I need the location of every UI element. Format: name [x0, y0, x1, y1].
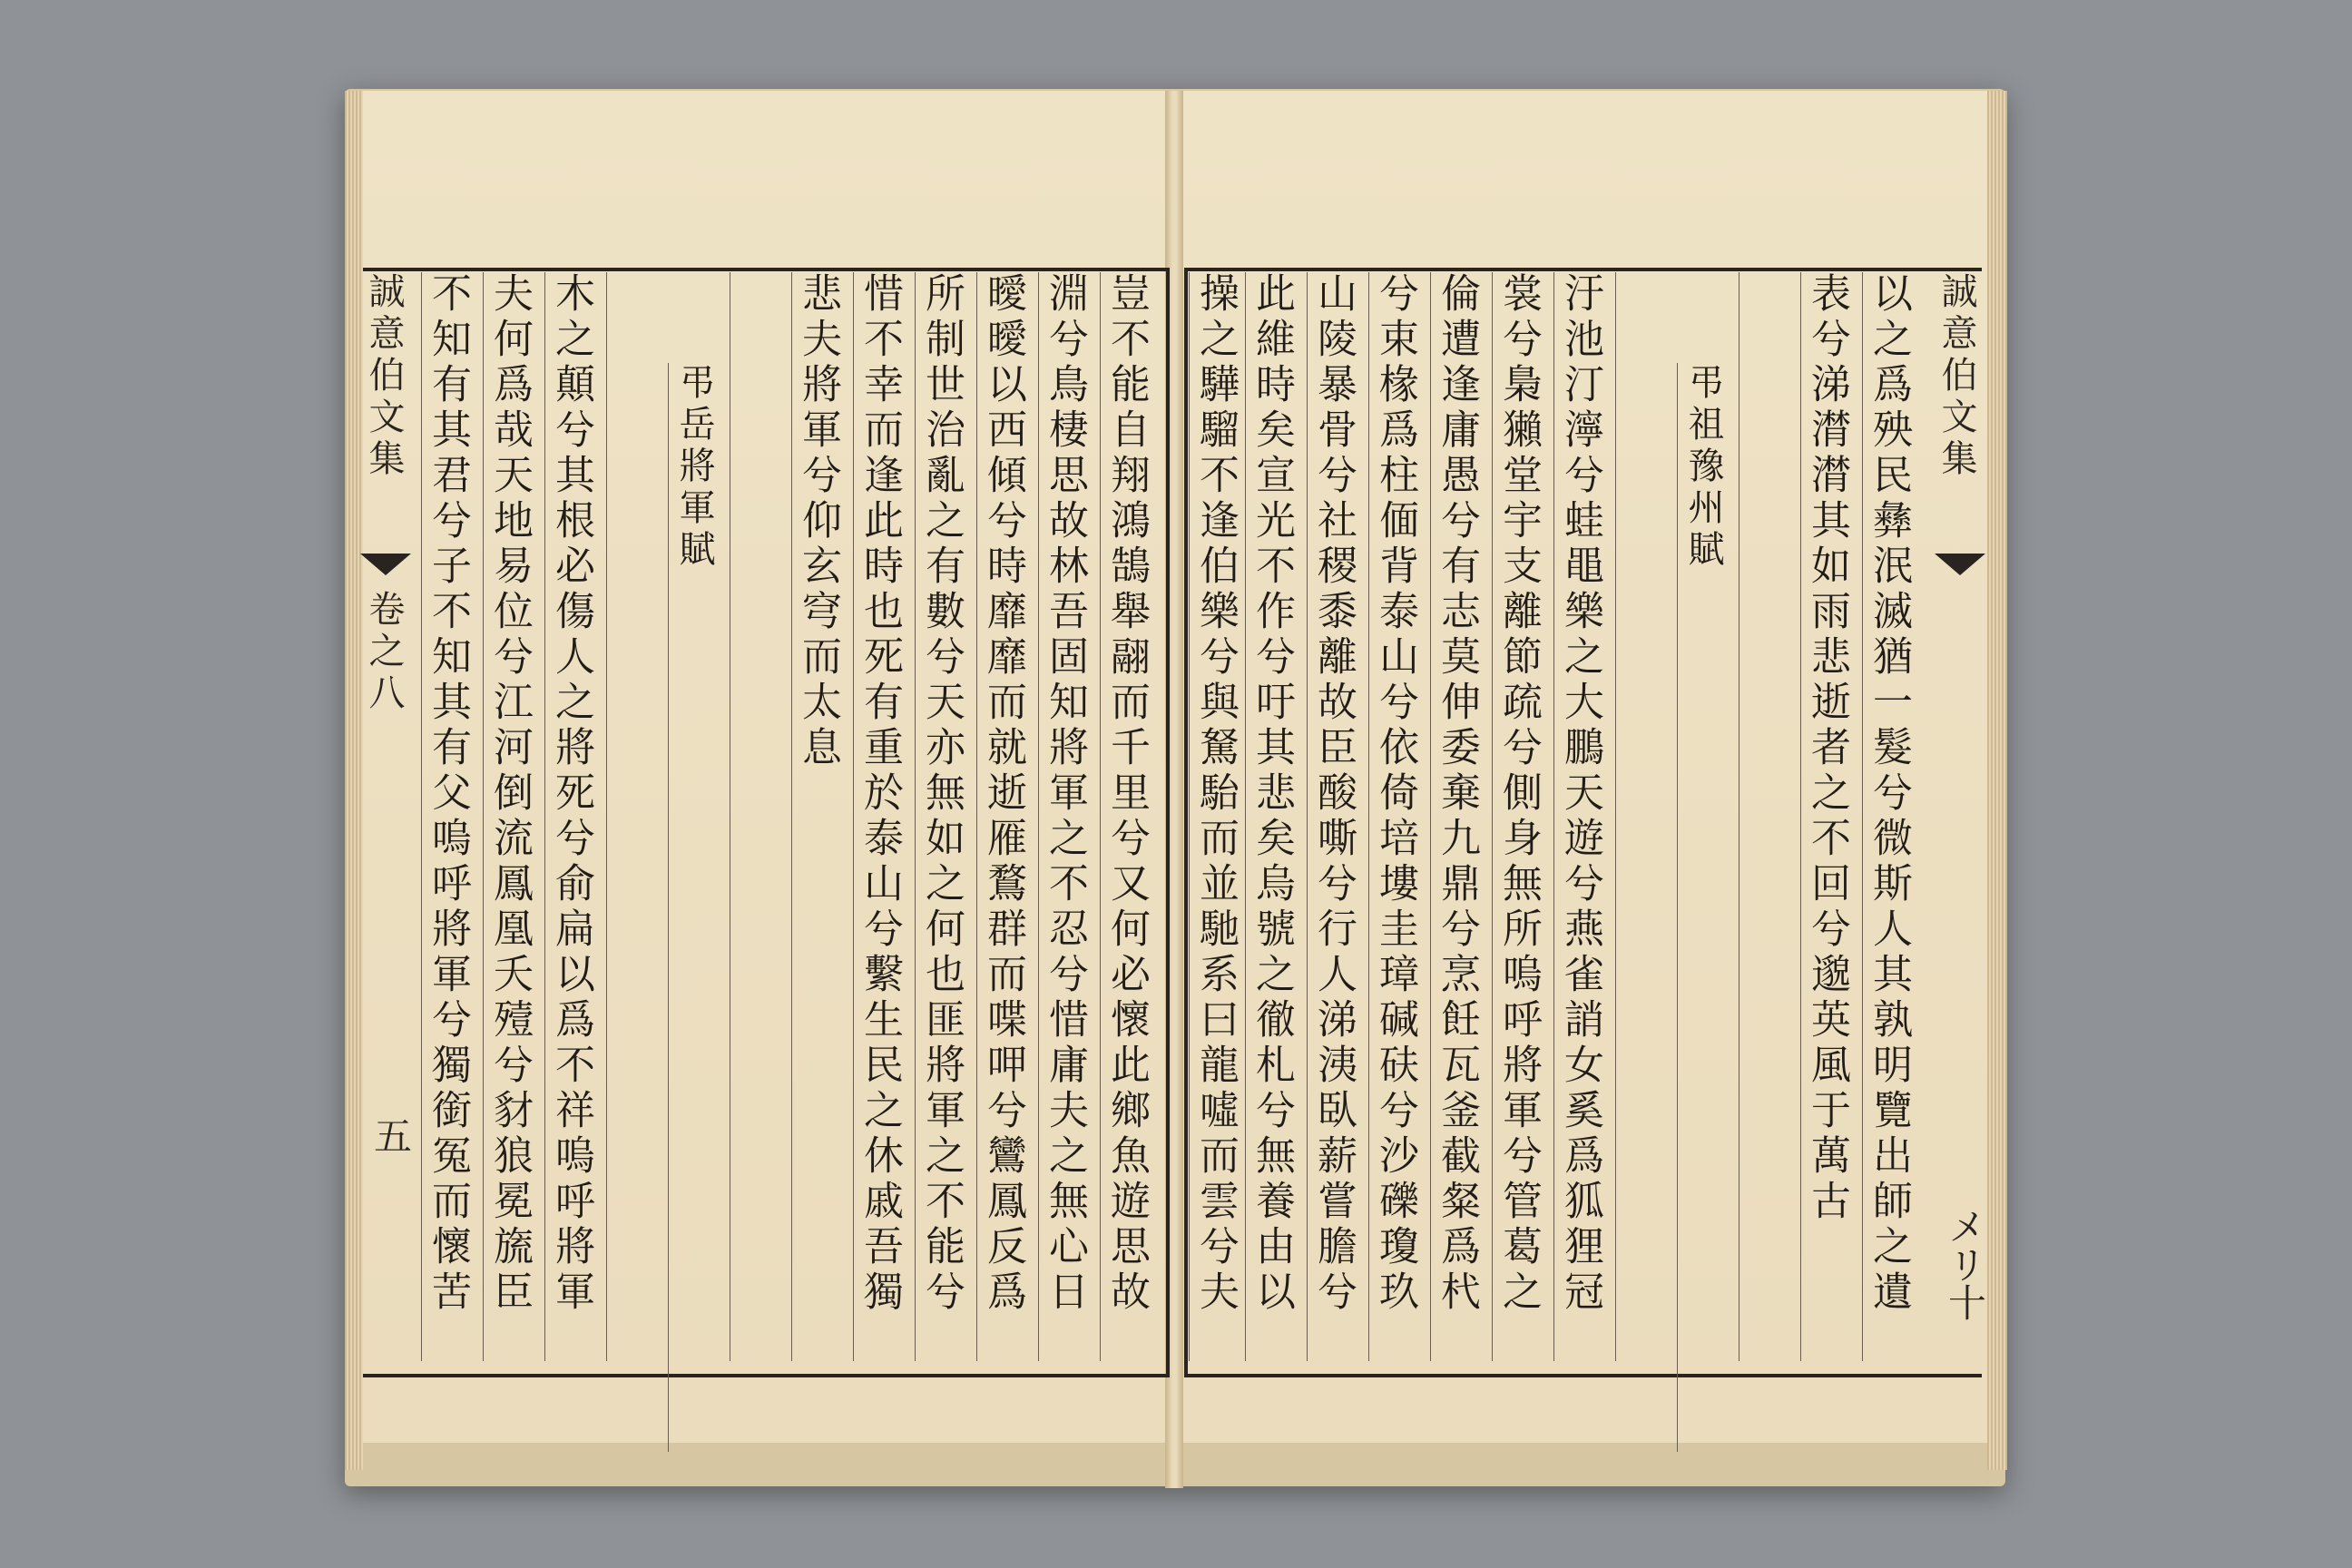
left-text-column: 不知有其君兮子不知其有父嗚呼將軍兮獨銜冤而懷苦	[421, 272, 473, 1361]
left-text-column: 惜不幸而逢此時也死有重於泰山兮繫生民之休戚吾獨	[853, 272, 905, 1361]
left-text-column: 木之顛兮其根必傷人之將死兮俞扁以爲不祥嗚呼將軍	[544, 272, 596, 1361]
right-text-column: 裳兮梟獺堂宇支離節疏兮側身無所嗚呼將軍兮管葛之	[1492, 272, 1544, 1361]
left-text-column: 所制世治亂之有數兮天亦無如之何也匪將軍之不能兮	[915, 272, 966, 1361]
right-section-title: 弔祖豫州賦	[1677, 363, 1729, 1452]
left-text-column: 夫何爲哉天地易位兮江河倒流鳳凰夭殪兮豺狼冕旒臣	[483, 272, 534, 1361]
left-text-column	[606, 272, 658, 1361]
right-text-column	[1739, 272, 1790, 1361]
right-text-column: 此維時矣宣光不作兮吁其悲矣烏號之徹札兮無養由以	[1245, 272, 1297, 1361]
left-text-column: 淵兮鳥棲思故林吾固知將軍之不忍兮惜庸夫之無心日	[1038, 272, 1090, 1361]
left-text-column: 曖曖以西傾兮時靡靡而就逝雁鶩群而喋呷兮鸞鳳反爲	[976, 272, 1028, 1361]
right-margin-note: メリ十	[1943, 1207, 1987, 1321]
left-section-title: 弔岳將軍賦	[668, 363, 720, 1452]
right-text-column: 操之驊騮不逢伯樂兮與駑駘而並馳系曰龍噓而雲兮夫	[1189, 272, 1240, 1361]
left-spine-title: 誠意伯文集	[363, 272, 405, 481]
right-text-column	[1615, 272, 1667, 1361]
left-text-column	[730, 272, 781, 1361]
left-volume-label: 卷之八	[363, 590, 405, 715]
right-text-column: 兮束椽爲柱偭背泰山兮依倚培塿圭璋碱砆兮沙礫瓊玖	[1368, 272, 1420, 1361]
right-spine-title: 誠意伯文集	[1936, 272, 1977, 481]
right-text-column: 以之爲殃民彝泯滅猶一髮兮微斯人其孰明覽出師之遺	[1862, 272, 1914, 1361]
right-text-column: 山陵暴骨兮社稷黍離故臣酸嘶兮行人涕洟臥薪嘗膽兮	[1307, 272, 1358, 1361]
fish-tail-icon	[360, 554, 411, 575]
right-text-column: 倫遭逢庸愚兮有志莫伸委棄九鼎兮烹飪瓦釜截粲爲杙	[1430, 272, 1482, 1361]
left-text-column: 悲夫將軍兮仰玄穹而太息	[791, 272, 843, 1361]
right-text-column: 汙池汀濘兮蛙黽樂之大鵬天遊兮燕雀誚女奚爲狐狸冠	[1553, 272, 1605, 1361]
right-text-column: 表兮涕潸潸其如雨悲逝者之不回兮邈英風于萬古	[1800, 272, 1852, 1361]
left-page-number: 五	[368, 1116, 413, 1154]
left-text-column: 豈不能自翔鴻鵠舉翮而千里兮又何必懷此鄉魚遊思故	[1100, 272, 1152, 1361]
fish-tail-icon	[1935, 554, 1985, 575]
